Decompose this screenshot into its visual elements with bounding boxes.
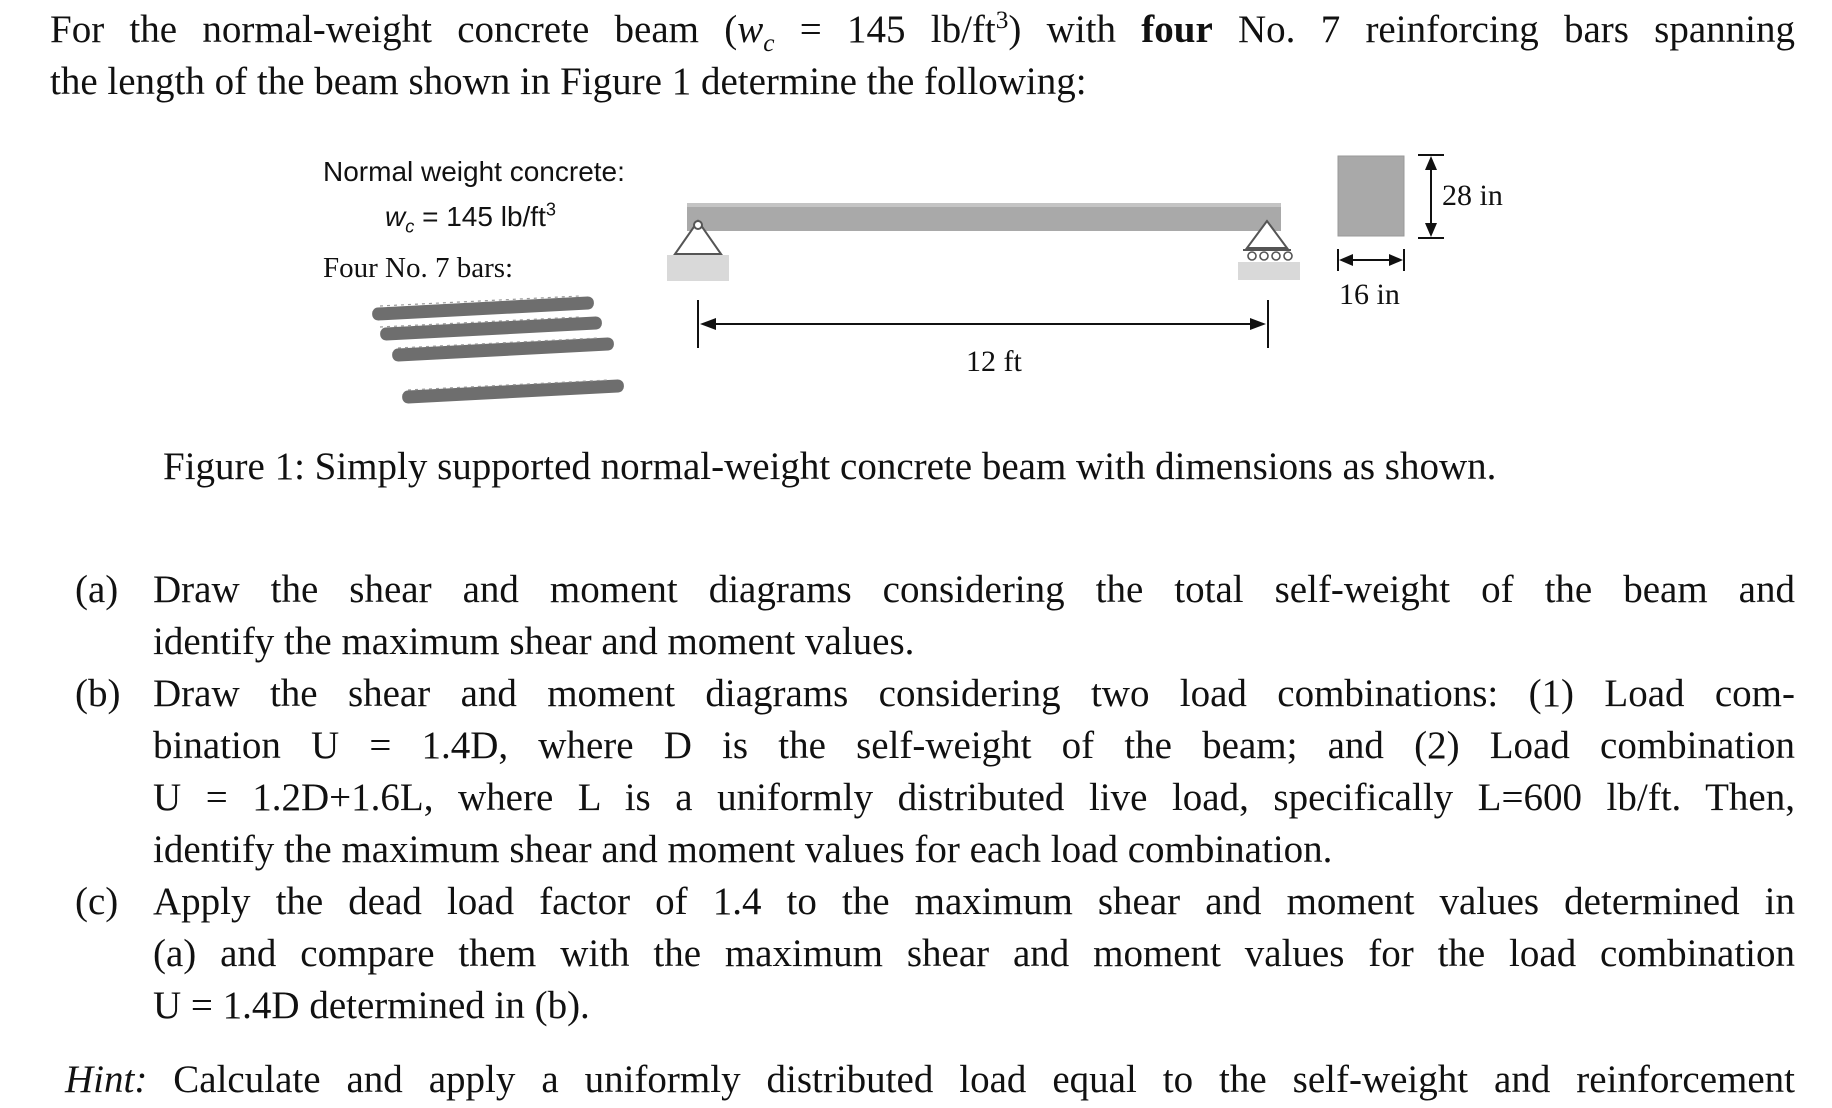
width-dimension xyxy=(1338,249,1404,271)
wc-label: $w_c = 145$ $lb/ft^3$ xyxy=(385,199,556,237)
task-item-b xyxy=(75,668,1795,876)
rebar-bar xyxy=(372,296,594,321)
item-line: bination U = 1.4D, where D is the self-weight of the beam; and (2) Load combination xyxy=(153,724,1795,767)
left-support-pad xyxy=(667,255,729,281)
intro-line-2: the length of the beam shown in Figure 1 determine the following: xyxy=(50,60,1087,103)
beam-figure xyxy=(0,0,1832,420)
item-label: (a) xyxy=(75,568,119,611)
hint-keyword: Hint: xyxy=(65,1058,148,1101)
item-line: (a) and compare them with the maximum shear and moment values for the load combination xyxy=(153,932,1795,975)
right-support-pad xyxy=(1238,262,1300,280)
task-item-c xyxy=(75,876,1795,1032)
figure-caption: Figure 1: Simply supported normal-weight concrete beam with dimensions as shown. xyxy=(163,445,1497,488)
task-item-a xyxy=(75,564,1795,668)
span-label: 12 ft xyxy=(966,345,1022,378)
height-label: 28 in xyxy=(1442,179,1503,212)
span-dimension xyxy=(698,300,1268,348)
height-dimension xyxy=(1418,155,1444,238)
hint-paragraph xyxy=(65,1054,1795,1106)
hint-text: Calculate and apply a uniformly distributed load equal to the self-weight and reinforcement xyxy=(147,1058,1795,1101)
bars-label: Four No. 7 bars: xyxy=(323,252,514,284)
item-line: U = 1.2D+1.6L, where L is a uniformly distributed live load, specifically L=600 lb/ft. Then, xyxy=(153,776,1795,819)
nwc-label: Normal weight concrete: xyxy=(323,156,625,187)
emphasis-four: four xyxy=(1141,8,1213,51)
item-label: (c) xyxy=(75,880,119,923)
rebar-bar xyxy=(392,337,614,362)
width-label: 16 in xyxy=(1339,278,1400,311)
rebar-bar xyxy=(402,379,624,404)
rebar-bar xyxy=(380,316,602,341)
item-line: Apply the dead load factor of 1.4 to the maximum shear and moment values determined in xyxy=(153,880,1795,923)
item-line: Draw the shear and moment diagrams considering two load combinations: (1) Load com- xyxy=(153,672,1795,715)
item-label: (b) xyxy=(75,672,121,715)
rebar-bundle xyxy=(372,296,624,404)
task-list xyxy=(75,564,1795,1032)
beam xyxy=(687,203,1281,231)
beam-cross-section xyxy=(1338,156,1404,236)
item-line: identify the maximum shear and moment values for each load combination. xyxy=(153,828,1333,871)
intro-line-1: For the normal-weight concrete beam ($w_c = 145$ $lb/ft^3$) with four No. 7 reinforcing bars spanning xyxy=(50,6,1796,57)
item-line: U = 1.4D determined in (b). xyxy=(153,984,590,1027)
item-line: Draw the shear and moment diagrams considering the total self-weight of the beam and xyxy=(153,568,1795,611)
item-line: identify the maximum shear and moment values. xyxy=(153,620,915,663)
